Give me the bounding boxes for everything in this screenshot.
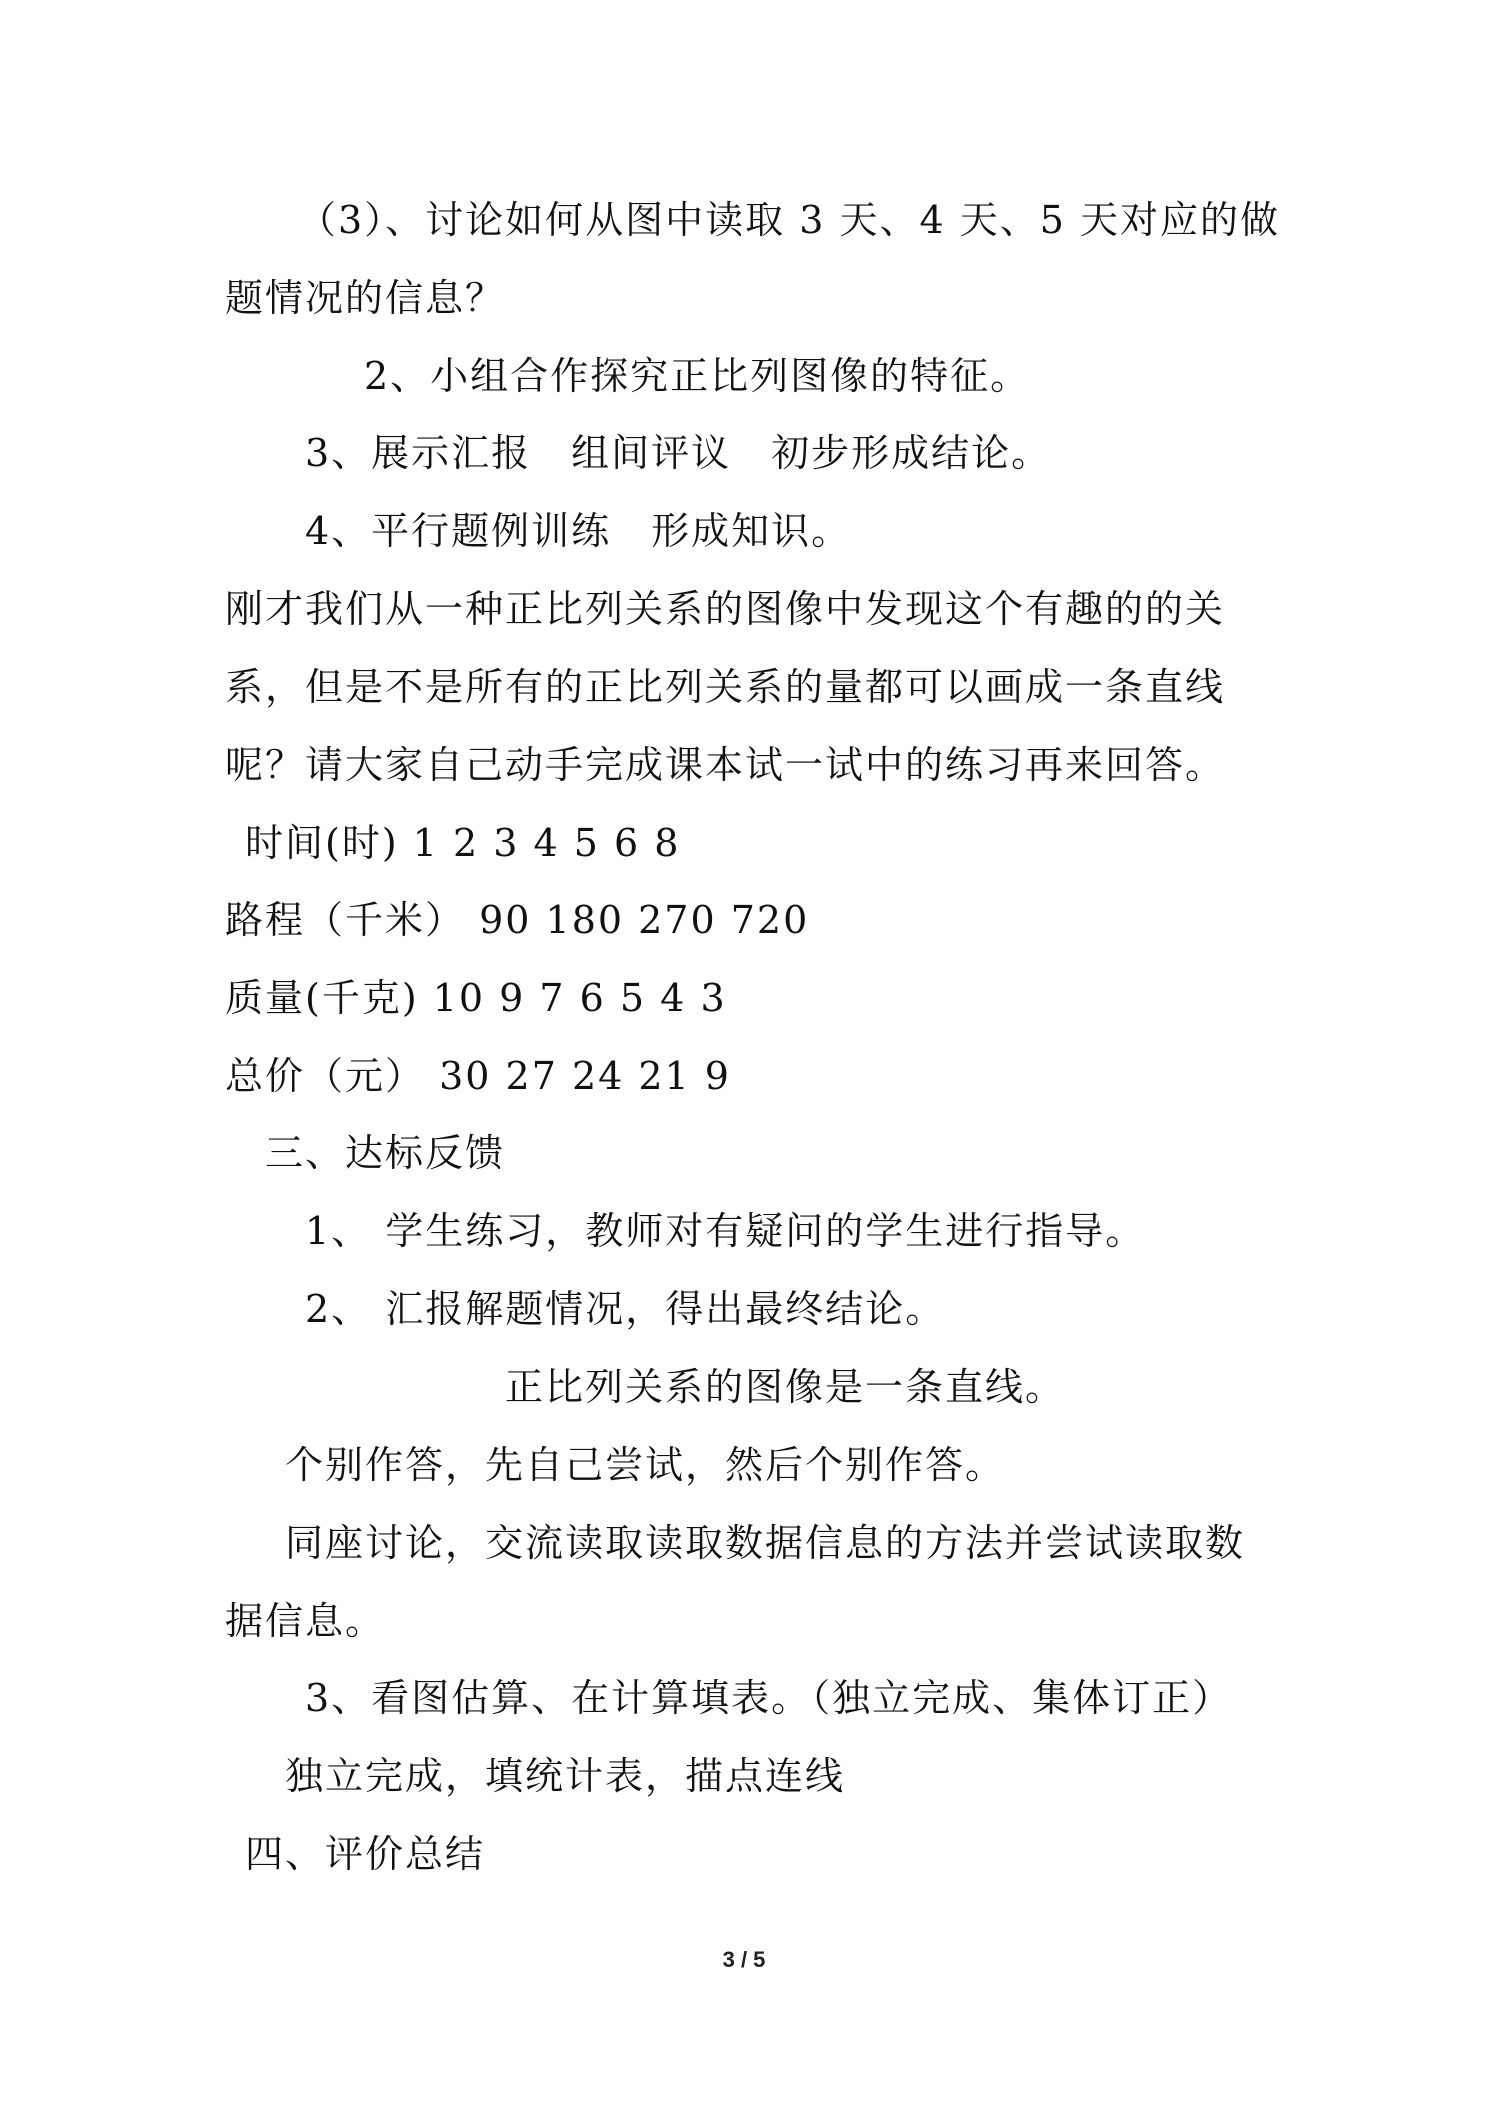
text-line-14: 2、 汇报解题情况，得出最终结论。: [305, 1287, 946, 1331]
text-line-16: 个别作答，先自己尝试，然后个别作答。: [285, 1443, 1006, 1487]
section-heading-3: 三、达标反馈: [265, 1131, 506, 1175]
text-line-20: 独立完成，填统计表，描点连线: [285, 1754, 846, 1798]
table-row-mass: 质量(千克) 10 9 7 6 5 4 3: [225, 976, 727, 1020]
text-line-13: 1、 学生练习，教师对有疑问的学生进行指导。: [305, 1209, 1146, 1253]
section-heading-4: 四、评价总结: [245, 1832, 486, 1876]
text-line-1: （3）、讨论如何从图中读取 3 天、4 天、5 天对应的做: [298, 198, 1281, 242]
text-line-2: 题情况的信息？: [225, 276, 506, 320]
text-line-5: 4、平行题例训练 形成知识。: [305, 509, 852, 553]
text-line-17: 同座讨论，交流读取读取数据信息的方法并尝试读取数: [285, 1521, 1246, 1565]
table-row-time: 时间(时) 1 2 3 4 5 6 8: [245, 821, 681, 865]
text-line-18: 据信息。: [225, 1599, 386, 1643]
text-line-4: 3、展示汇报 组间评议 初步形成结论。: [305, 431, 1052, 475]
text-line-19: 3、看图估算、在计算填表。（独立完成、集体订正）: [305, 1676, 1233, 1720]
text-line-6: 刚才我们从一种正比列关系的图像中发现这个有趣的的关: [225, 587, 1226, 631]
page-number: 3 / 5: [722, 1947, 766, 1972]
text-line-7: 系，但是不是所有的正比列关系的量都可以画成一条直线: [225, 665, 1226, 709]
table-row-total-price: 总价（元） 30 27 24 21 9: [225, 1054, 731, 1098]
conclusion-line: 正比列关系的图像是一条直线。: [505, 1365, 1066, 1409]
text-line-8: 呢？请大家自己动手完成课本试一试中的练习再来回答。: [225, 743, 1226, 787]
text-line-3: 2、小组合作探究正比列图像的特征。: [364, 354, 1031, 398]
table-row-distance: 路程（千米） 90 180 270 720: [225, 898, 810, 942]
